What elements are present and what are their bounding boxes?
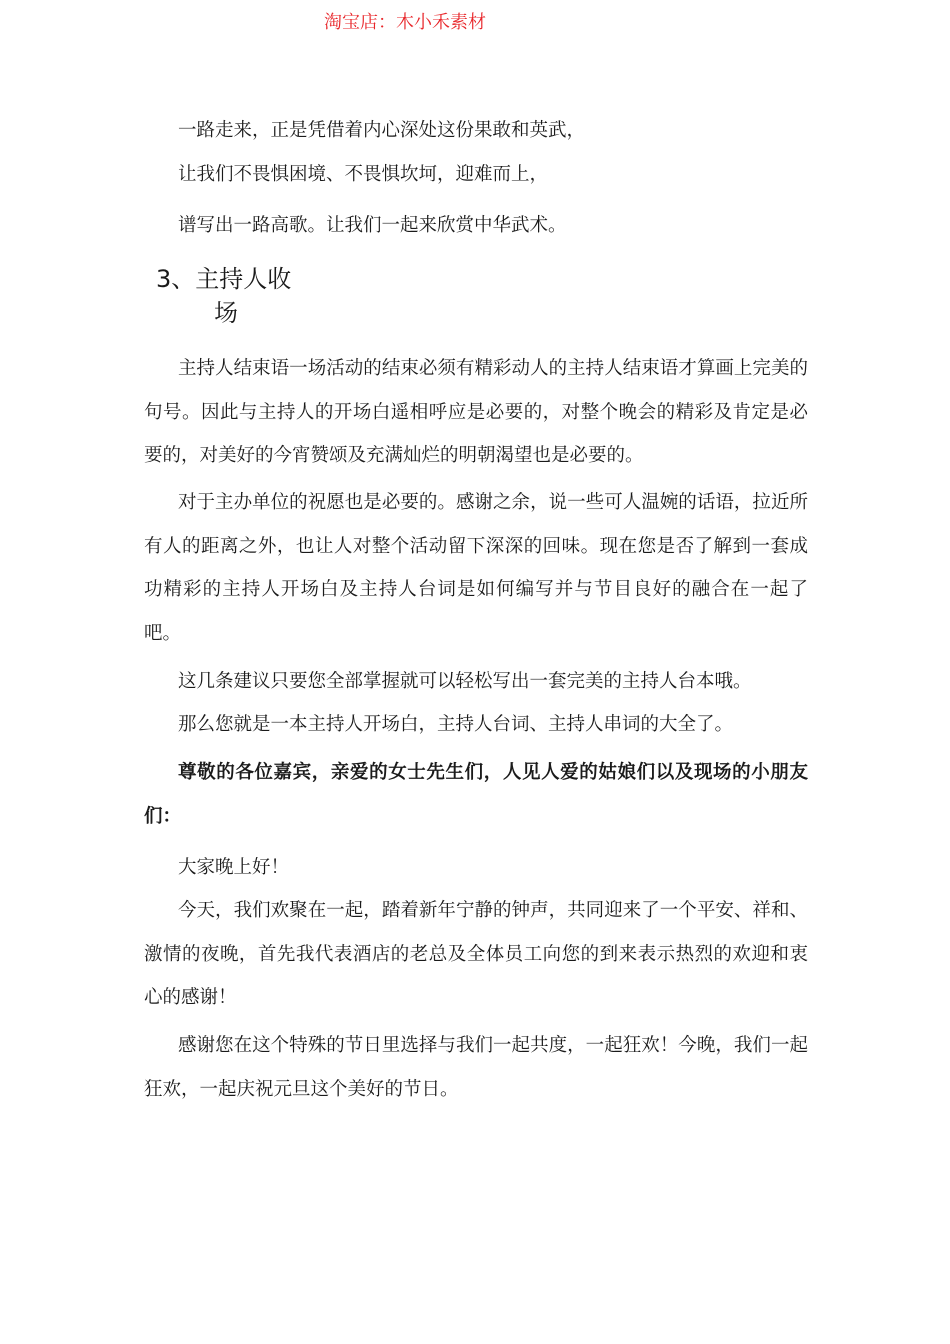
intro-line-3: 谱写出一路高歌。让我们一起来欣赏中华武术。 — [178, 215, 567, 236]
paragraph-thanks: 感谢您在这个特殊的节日里选择与我们一起共度，一起狂欢！今晚，我们一起狂欢，一起庆祝元旦这个美好的节日。 — [144, 1035, 808, 1100]
intro-line-1: 一路走来，正是凭借着内心深处这份果敢和英武， — [178, 120, 586, 141]
paragraph-welcome: 今天，我们欢聚在一起，踏着新年宁静的钟声，共同迎来了一个平安、祥和、激情的夜晚，首先我代表酒店的老总及全体员工向您的到来表示热烈的欢迎和衷心的感谢！ — [144, 900, 808, 1008]
shop-header: 淘宝店：木小禾素材 — [324, 12, 486, 33]
section-heading-continued: 场 — [214, 299, 238, 327]
paragraph-closing-intro: 主持人结束语一场活动的结束必须有精彩动人的主持人结束语才算画上完美的句号。因此与主持人的开场白遥相呼应是必要的，对整个晚会的精彩及肯定是必要的，对美好的今宵赞颂及充满灿烂的明朝渴望也是必要的。 — [144, 358, 808, 466]
section-heading: 3、主持人收 — [156, 265, 292, 293]
paragraph-summary: 那么您就是一本主持人开场白，主持人台词、主持人串词的大全了。 — [178, 714, 734, 735]
paragraph-host-wishes: 对于主办单位的祝愿也是必要的。感谢之余，说一些可人温婉的话语，拉近所有人的距离之外，也让人对整个活动留下深深的回味。现在您是否了解到一套成功精彩的主持人开场白及主持人台词是如何编写并与节目良好的融合在一起了吧。 — [144, 492, 808, 644]
intro-line-2: 让我们不畏惧困境、不畏惧坎坷，迎难而上， — [178, 164, 549, 185]
paragraph-good-evening: 大家晚上好！ — [178, 857, 290, 878]
paragraph-greeting-bold: 尊敬的各位嘉宾，亲爱的女士先生们，人见人爱的姑娘们以及现场的小朋友们： — [144, 762, 808, 827]
paragraph-suggestions: 这几条建议只要您全部掌握就可以轻松写出一套完美的主持人台本哦。 — [178, 671, 752, 692]
